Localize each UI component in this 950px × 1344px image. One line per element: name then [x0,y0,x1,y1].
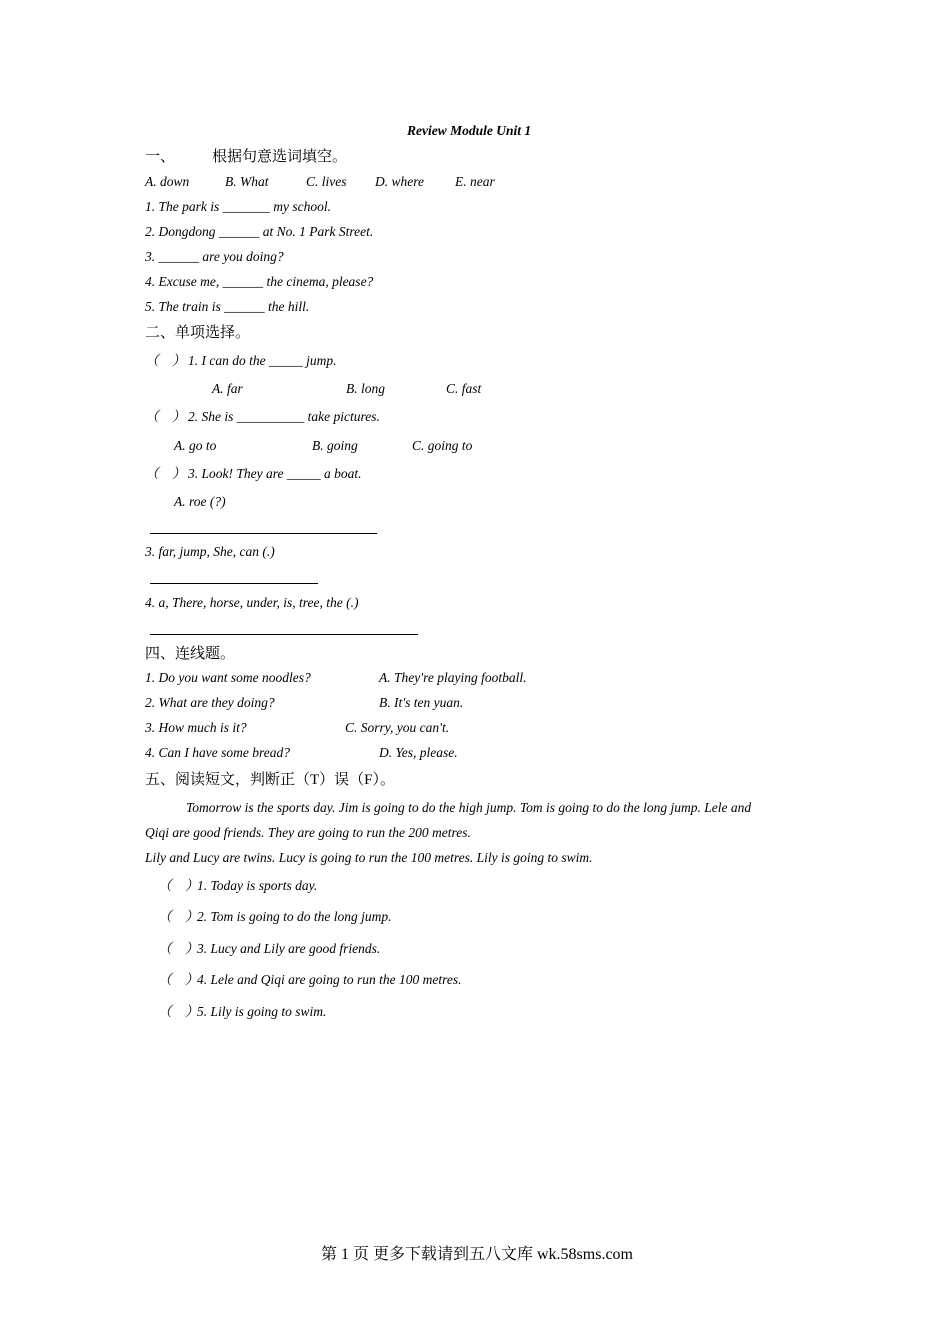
answer-line [150,583,318,584]
answer-paren: （ ） [158,878,199,893]
answer-line [150,634,418,635]
page-title: Review Module Unit 1 [407,123,532,138]
true-false-item: 4. Lele and Qiqi are going to run the 100 metres. [197,972,462,987]
answer-paren: （ ） [158,909,199,924]
page-footer: 第 1 页 更多下载请到五八文库 wk.58sms.com [321,1246,634,1263]
answer-line [150,533,377,534]
choice-question: 2. She is __________ take pictures. [188,409,380,424]
section2-heading: 二、单项选择。 [145,325,251,341]
answer-paren: （ ） [158,972,199,987]
fill-blank-item: 1. The park is _______ my school. [145,199,331,214]
choice-option: B. long [346,381,385,396]
passage-line: Qiqi are good friends. They are going to run the 200 metres. [145,825,471,840]
true-false-item: 3. Lucy and Lily are good friends. [197,941,381,956]
choice-option: A. roe (?) [174,494,226,509]
passage-line: Lily and Lucy are twins. Lucy is going to run the 100 metres. Lily is going to swim. [145,850,593,865]
match-left-item: 3. How much is it? [145,720,247,735]
word-option: E. near [455,174,495,189]
answer-paren: （ ） [158,1004,199,1019]
sentence-prompt: 3. far, jump, She, can (.) [145,544,275,559]
sentence-prompt: 4. a, There, horse, under, is, tree, the (.) [145,595,359,610]
true-false-item: 5. Lily is going to swim. [197,1004,327,1019]
true-false-item: 2. Tom is going to do the long jump. [197,909,392,924]
choice-question: 3. Look! They are _____ a boat. [188,466,362,481]
section5-heading: 五、阅读短文，判断正（T）误（F）。 [145,772,396,788]
choice-option: C. going to [412,438,473,453]
choice-option: C. fast [446,381,482,396]
word-option: D. where [375,174,424,189]
answer-paren: （ ） [158,941,199,956]
match-right-item: B. It's ten yuan. [379,695,464,710]
match-right-item: D. Yes, please. [379,745,458,760]
section1-number: 一、 [145,149,176,165]
match-left-item: 1. Do you want some noodles? [145,670,311,685]
passage-line: Tomorrow is the sports day. Jim is going to do the high jump. Tom is going to do the long jump. Lele and [186,800,752,815]
word-option: A. down [145,174,190,189]
choice-option: A. far [212,381,243,396]
match-right-item: A. They're playing football. [379,670,527,685]
choice-question: 1. I can do the _____ jump. [188,353,337,368]
fill-blank-item: 3. ______ are you doing? [145,249,284,264]
fill-blank-item: 5. The train is ______ the hill. [145,299,310,314]
answer-paren: （ ） [145,466,186,481]
fill-blank-item: 2. Dongdong ______ at No. 1 Park Street. [145,224,374,239]
true-false-item: 1. Today is sports day. [197,878,318,893]
word-option: B. What [225,174,269,189]
section4-heading: 四、连线题。 [145,646,236,662]
fill-blank-item: 4. Excuse me, ______ the cinema, please? [145,274,374,289]
match-right-item: C. Sorry, you can't. [345,720,450,735]
choice-option: A. go to [174,438,217,453]
section1-heading: 根据句意选词填空。 [212,149,348,165]
answer-paren: （ ） [145,353,186,368]
match-left-item: 4. Can I have some bread? [145,745,290,760]
choice-option: B. going [312,438,358,453]
answer-paren: （ ） [145,409,186,424]
match-left-item: 2. What are they doing? [145,695,275,710]
word-option: C. lives [306,174,347,189]
